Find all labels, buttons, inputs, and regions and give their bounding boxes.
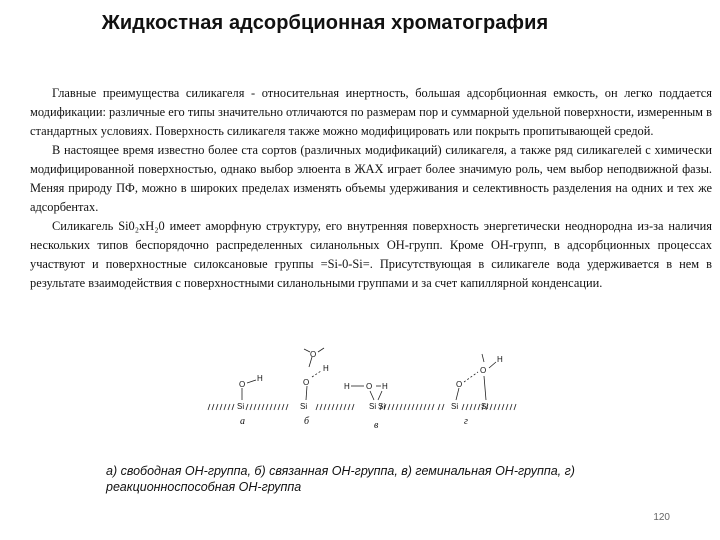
- page-number: 120: [653, 512, 670, 523]
- atom-si-d2: Si: [481, 402, 489, 411]
- silanol-groups-figure: [206, 340, 536, 440]
- paragraph-2: В настоящее время известно более ста сортов (различных модификаций) силикагеля, а также ряд силикагелей с химически модифицированной поверхностью, однако выбор элюента в ЖАХ играет более значимую роль, чем выбор неподвижной фазы. Меняя природу ПФ, можно в широких пределах изменять объемы удерживания и селективность разделения на одних и тех же адсорбентах.: [30, 143, 712, 214]
- atom-o-b-water: O: [310, 350, 317, 359]
- atom-o-d2: O: [480, 366, 487, 375]
- atom-o-a: O: [239, 380, 246, 389]
- paragraph-3: Силикагель Si0₂хH₂0 имеет аморфную структуру, его внутренняя поверхность энергетически неоднородна из-за наличия нескольких типов беспорядочно распределенных силанольных ОН-групп. Кроме ОН-групп, в адсорбционных процессах участвуют и поверхностные силоксановые группы =Si-0-Si=. Присутствующая в силикагеле вода удерживается в нем в результате взаимодействия с поверхностными силанольными группами и за счет капиллярной конденсации.: [30, 219, 712, 290]
- atom-h-c1: H: [344, 382, 350, 391]
- figure-label-a: а: [240, 416, 245, 427]
- atom-si-b: Si: [300, 402, 308, 411]
- slide-title: Жидкостная адсорбционная хроматография: [101, 12, 549, 34]
- atom-o-b: O: [303, 378, 310, 387]
- figure-label-c: в: [374, 420, 379, 431]
- figure-caption: а) свободная ОН-группа, б) связанная ОН-группа, в) геминальная ОН-группа, г) реакционноспособная ОН-группа: [106, 464, 575, 494]
- paragraph-1: Главные преимущества силикагеля - относительная инертность, большая адсорбционная емкость, он легко поддается модификации: различные его типы значительно отличаются по размерам пор и суммарной удельной поверхности, измеренным в стандартных условиях. Поверхность силикагеля также можно модифицировать или покрыть пропитывающей средой.: [30, 86, 712, 138]
- body-text: [30, 84, 712, 293]
- surface-hatching: [208, 404, 516, 410]
- atom-h-c2: H: [382, 382, 388, 391]
- atom-si-d1: Si: [451, 402, 459, 411]
- atom-si-a: Si: [237, 402, 245, 411]
- atom-h-d: H: [497, 355, 503, 364]
- atom-h-a: H: [257, 374, 263, 383]
- figure-label-d: г: [464, 416, 468, 427]
- atom-si-c1: Si: [369, 402, 377, 411]
- atom-o-d1: O: [456, 380, 463, 389]
- figure-label-b: б: [304, 416, 310, 427]
- atom-o-c: O: [366, 382, 373, 391]
- atom-si-c2: Si: [378, 402, 386, 411]
- atom-h-b: H: [323, 364, 329, 373]
